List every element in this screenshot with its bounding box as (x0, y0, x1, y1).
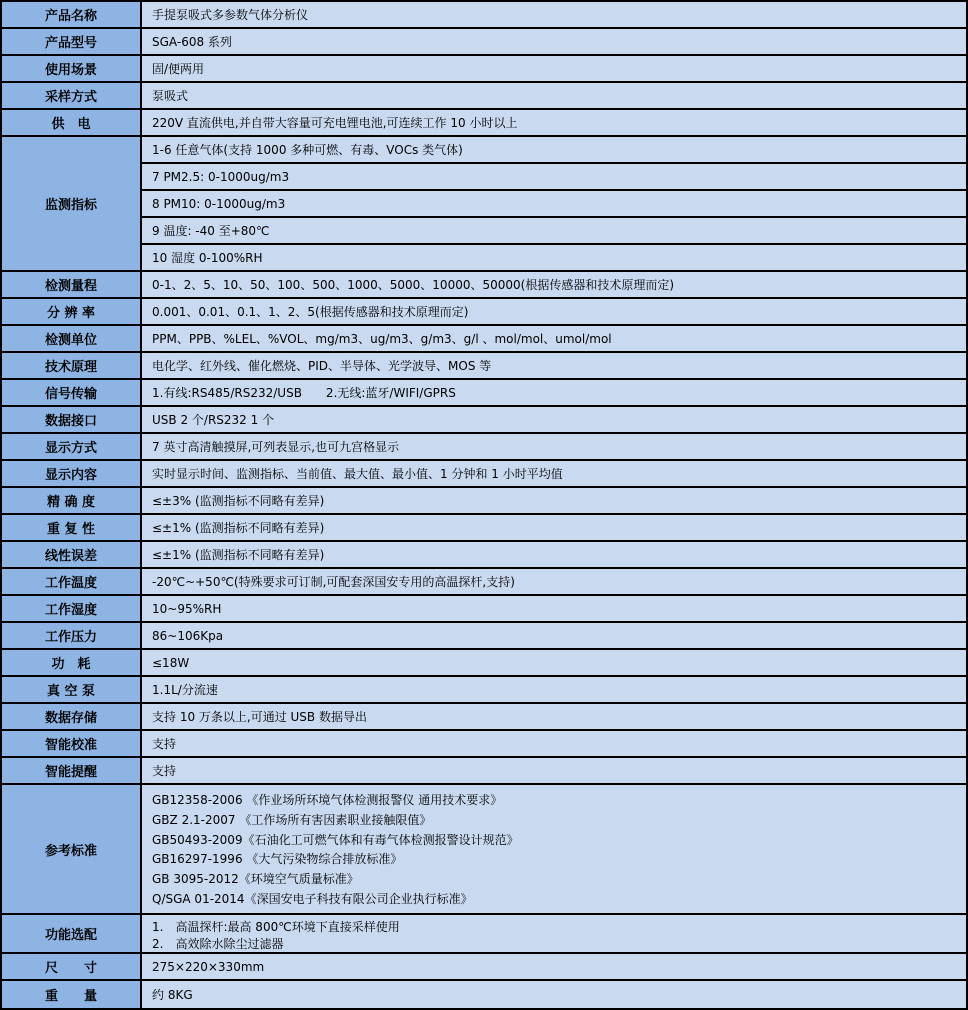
reference-standards-list (142, 785, 966, 913)
spec-label: 功能选配 (2, 915, 142, 952)
spec-value: 275×220×330mm (142, 954, 966, 979)
spec-value: SGA-608 系列 (142, 29, 966, 54)
row-resolution (2, 299, 966, 326)
spec-value: 支持 (142, 731, 966, 756)
spec-value: GB50493-2009《石油化工可燃气体和有毒气体检测报警设计规范》 (152, 832, 519, 847)
spec-value: USB 2 个/RS232 1 个 (142, 407, 966, 432)
spec-value: 86~106Kpa (142, 623, 966, 648)
spec-label: 线性误差 (2, 542, 142, 567)
row-working-temperature (2, 569, 966, 596)
spec-value: Q/SGA 01-2014《深国安电子科技有限公司企业执行标准》 (152, 892, 473, 907)
row-power-consumption (2, 650, 966, 677)
spec-value: GBZ 2.1-2007 《工作场所有害因素职业接触限值》 (152, 812, 432, 827)
spec-value: 实时显示时间、监测指标、当前值、最大值、最小值、1 分钟和 1 小时平均值 (142, 461, 966, 486)
row-smart-calibration (2, 731, 966, 758)
row-dimensions (2, 954, 966, 981)
spec-label: 使用场景 (2, 56, 142, 81)
spec-value: 支持 10 万条以上,可通过 USB 数据导出 (142, 704, 966, 729)
row-display-mode (2, 434, 966, 461)
spec-value: ≤±3% (监测指标不同略有差异) (142, 488, 966, 513)
spec-value: 固/便两用 (142, 56, 966, 81)
spec-value: PPM、PPB、%LEL、%VOL、mg/m3、ug/m3、g/m3、g/l 、mol/mol、umol/mol (142, 326, 966, 351)
row-technical-principle (2, 353, 966, 380)
spec-label: 显示方式 (2, 434, 142, 459)
spec-label: 数据存储 (2, 704, 142, 729)
spec-label: 显示内容 (2, 461, 142, 486)
spec-label: 产品型号 (2, 29, 142, 54)
spec-value: 手提泵吸式多参数气体分析仪 (142, 2, 966, 27)
spec-value: 10 湿度 0-100%RH (142, 245, 966, 270)
spec-value: ≤18W (142, 650, 966, 675)
spec-label: 真 空 泵 (2, 677, 142, 702)
spec-label: 技术原理 (2, 353, 142, 378)
spec-value: 220V 直流供电,并自带大容量可充电锂电池,可连续工作 10 小时以上 (142, 110, 966, 135)
spec-value: 7 PM2.5: 0-1000ug/m3 (142, 164, 966, 191)
spec-value: -20℃~+50℃(特殊要求可订制,可配套深国安专用的高温探杆,支持) (142, 569, 966, 594)
row-vacuum-pump (2, 677, 966, 704)
optional-features-list (142, 915, 966, 952)
spec-value: 1. 高温探杆:最高 800℃环境下直接采样使用 (152, 920, 400, 934)
row-data-interface (2, 407, 966, 434)
spec-value: 支持 (142, 758, 966, 783)
row-weight (2, 981, 966, 1010)
spec-label: 重 量 (2, 981, 142, 1008)
row-repeatability (2, 515, 966, 542)
spec-label: 尺 寸 (2, 954, 142, 979)
spec-label: 重 复 性 (2, 515, 142, 540)
row-sampling-method (2, 83, 966, 110)
spec-label: 功 耗 (2, 650, 142, 675)
spec-label: 信号传输 (2, 380, 142, 405)
spec-label: 参考标准 (2, 785, 142, 913)
spec-label: 分 辨 率 (2, 299, 142, 324)
spec-value: 7 英寸高清触摸屏,可列表显示,也可九宫格显示 (142, 434, 966, 459)
spec-label: 智能校准 (2, 731, 142, 756)
spec-label: 检测单位 (2, 326, 142, 351)
spec-value: ≤±1% (监测指标不同略有差异) (142, 515, 966, 540)
spec-value: 1.有线:RS485/RS232/USB 2.无线:蓝牙/WIFI/GPRS (142, 380, 966, 405)
row-product-model (2, 29, 966, 56)
row-signal-transmission (2, 380, 966, 407)
monitoring-indicator-list (142, 137, 966, 270)
spec-value: 约 8KG (142, 981, 966, 1008)
spec-label: 工作压力 (2, 623, 142, 648)
row-smart-reminder (2, 758, 966, 785)
spec-value: 10~95%RH (142, 596, 966, 621)
spec-label: 产品名称 (2, 2, 142, 27)
spec-value: 9 温度: -40 至+80℃ (142, 218, 966, 245)
spec-value: 8 PM10: 0-1000ug/m3 (142, 191, 966, 218)
spec-value: 2. 高效除水除尘过滤器 (152, 937, 284, 951)
row-product-name (2, 2, 966, 29)
spec-value: GB16297-1996 《大气污染物综合排放标准》 (152, 852, 403, 867)
row-detection-unit (2, 326, 966, 353)
spec-label: 监测指标 (2, 137, 142, 270)
spec-value: 1-6 任意气体(支持 1000 多种可燃、有毒、VOCs 类气体) (142, 137, 966, 164)
row-display-content (2, 461, 966, 488)
row-linearity-error (2, 542, 966, 569)
spec-value: 泵吸式 (142, 83, 966, 108)
spec-label: 检测量程 (2, 272, 142, 297)
spec-label: 工作温度 (2, 569, 142, 594)
spec-label: 采样方式 (2, 83, 142, 108)
spec-value: 1.1L/分流速 (142, 677, 966, 702)
spec-label: 精 确 度 (2, 488, 142, 513)
row-working-pressure (2, 623, 966, 650)
row-monitoring-indicators (2, 137, 966, 272)
row-reference-standards (2, 785, 966, 915)
spec-value: 0-1、2、5、10、50、100、500、1000、5000、10000、50000(根据传感器和技术原理而定) (142, 272, 966, 297)
spec-value: 0.001、0.01、0.1、1、2、5(根据传感器和技术原理而定) (142, 299, 966, 324)
spec-label: 智能提醒 (2, 758, 142, 783)
row-optional-features (2, 915, 966, 954)
spec-value: GB 3095-2012《环境空气质量标准》 (152, 872, 359, 887)
row-accuracy (2, 488, 966, 515)
spec-value: GB12358-2006 《作业场所环境气体检测报警仪 通用技术要求》 (152, 792, 503, 807)
row-power-supply (2, 110, 966, 137)
row-detection-range (2, 272, 966, 299)
spec-label: 供 电 (2, 110, 142, 135)
spec-value: ≤±1% (监测指标不同略有差异) (142, 542, 966, 567)
spec-label: 工作湿度 (2, 596, 142, 621)
spec-value: 电化学、红外线、催化燃烧、PID、半导体、光学波导、MOS 等 (142, 353, 966, 378)
row-usage-scenario (2, 56, 966, 83)
row-working-humidity (2, 596, 966, 623)
row-data-storage (2, 704, 966, 731)
spec-label: 数据接口 (2, 407, 142, 432)
